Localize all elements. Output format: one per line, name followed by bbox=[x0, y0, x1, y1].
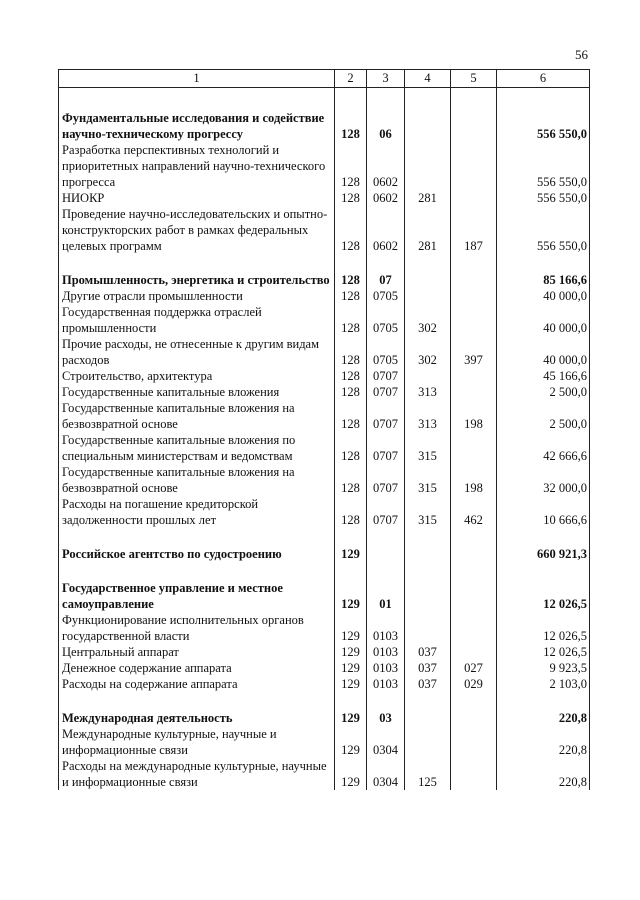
section-row bbox=[59, 710, 590, 726]
row-expense-code bbox=[451, 110, 497, 142]
row-expense-code bbox=[451, 368, 497, 384]
row-expense-code bbox=[451, 580, 497, 612]
row-name: Разработка перспективных технологий и приоритетных направлений научно-технического прогресса bbox=[59, 142, 335, 190]
table-row bbox=[59, 432, 590, 464]
row-section-code: 0602 bbox=[367, 206, 405, 254]
table-row bbox=[59, 496, 590, 528]
column-header-2: 2 bbox=[335, 70, 367, 88]
row-target-code: 313 bbox=[405, 384, 451, 400]
row-chapter-code: 129 bbox=[335, 612, 367, 644]
row-name: Российское агентство по судостроению bbox=[59, 546, 335, 562]
spacer-cell bbox=[59, 692, 335, 710]
column-header-4: 4 bbox=[405, 70, 451, 88]
row-target-code: 037 bbox=[405, 660, 451, 676]
row-chapter-code: 129 bbox=[335, 644, 367, 660]
row-name: Строительство, архитектура bbox=[59, 368, 335, 384]
budget-table bbox=[58, 69, 590, 790]
spacer-cell bbox=[405, 254, 451, 272]
row-name: Государственные капитальные вложения по специальным министерствам и ведомствам bbox=[59, 432, 335, 464]
spacer-cell bbox=[59, 528, 335, 546]
row-target-code bbox=[405, 546, 451, 562]
row-name: Государственная поддержка отраслей промышленности bbox=[59, 304, 335, 336]
row-section-code: 01 bbox=[367, 580, 405, 612]
row-chapter-code: 128 bbox=[335, 464, 367, 496]
table-row bbox=[59, 368, 590, 384]
spacer-cell bbox=[497, 692, 590, 710]
row-target-code: 315 bbox=[405, 464, 451, 496]
spacer-cell bbox=[497, 88, 590, 111]
spacer-cell bbox=[59, 88, 335, 111]
row-target-code bbox=[405, 710, 451, 726]
spacer-cell bbox=[451, 692, 497, 710]
spacer-cell bbox=[451, 562, 497, 580]
spacer-cell bbox=[451, 254, 497, 272]
row-target-code: 281 bbox=[405, 206, 451, 254]
row-target-code bbox=[405, 110, 451, 142]
table-row bbox=[59, 206, 590, 254]
row-chapter-code: 129 bbox=[335, 580, 367, 612]
column-header-6: 6 bbox=[497, 70, 590, 88]
row-target-code: 037 bbox=[405, 676, 451, 692]
row-target-code: 315 bbox=[405, 496, 451, 528]
row-section-code: 0707 bbox=[367, 368, 405, 384]
row-expense-code: 198 bbox=[451, 464, 497, 496]
spacer-cell bbox=[335, 254, 367, 272]
table-header bbox=[59, 70, 590, 88]
row-name: Промышленность, энергетика и строительство bbox=[59, 272, 335, 288]
spacer-cell bbox=[405, 692, 451, 710]
row-name: Государственные капитальные вложения bbox=[59, 384, 335, 400]
row-amount: 40 000,0 bbox=[497, 288, 590, 304]
row-name: Международная деятельность bbox=[59, 710, 335, 726]
spacer-cell bbox=[405, 562, 451, 580]
row-amount: 12 026,5 bbox=[497, 612, 590, 644]
row-chapter-code: 129 bbox=[335, 726, 367, 758]
row-name: Другие отрасли промышленности bbox=[59, 288, 335, 304]
row-expense-code bbox=[451, 612, 497, 644]
row-target-code: 281 bbox=[405, 190, 451, 206]
row-amount: 40 000,0 bbox=[497, 336, 590, 368]
row-section-code: 0304 bbox=[367, 726, 405, 758]
spacer-cell bbox=[497, 528, 590, 546]
row-section-code: 07 bbox=[367, 272, 405, 288]
spacer-cell bbox=[59, 254, 335, 272]
spacer-row bbox=[59, 528, 590, 546]
row-section-code: 0602 bbox=[367, 142, 405, 190]
row-amount: 12 026,5 bbox=[497, 580, 590, 612]
row-amount: 2 500,0 bbox=[497, 384, 590, 400]
row-section-code: 0707 bbox=[367, 496, 405, 528]
row-name: Расходы на содержание аппарата bbox=[59, 676, 335, 692]
section-row bbox=[59, 272, 590, 288]
spacer-cell bbox=[451, 88, 497, 111]
row-chapter-code: 128 bbox=[335, 384, 367, 400]
spacer-cell bbox=[367, 254, 405, 272]
row-target-code bbox=[405, 726, 451, 758]
table-row bbox=[59, 304, 590, 336]
spacer-cell bbox=[497, 562, 590, 580]
table-row bbox=[59, 612, 590, 644]
row-section-code: 03 bbox=[367, 710, 405, 726]
column-header-3: 3 bbox=[367, 70, 405, 88]
section-row bbox=[59, 580, 590, 612]
row-amount: 660 921,3 bbox=[497, 546, 590, 562]
row-amount: 85 166,6 bbox=[497, 272, 590, 288]
spacer-cell bbox=[367, 88, 405, 111]
row-chapter-code: 129 bbox=[335, 546, 367, 562]
row-section-code: 0705 bbox=[367, 336, 405, 368]
spacer-row bbox=[59, 88, 590, 111]
row-amount: 556 550,0 bbox=[497, 142, 590, 190]
row-expense-code bbox=[451, 432, 497, 464]
row-chapter-code: 128 bbox=[335, 206, 367, 254]
row-chapter-code: 129 bbox=[335, 676, 367, 692]
row-name: Проведение научно-исследовательских и опытно-конструкторских работ в рамках федеральных целевых программ bbox=[59, 206, 335, 254]
row-section-code: 0103 bbox=[367, 676, 405, 692]
row-target-code: 037 bbox=[405, 644, 451, 660]
row-target-code bbox=[405, 288, 451, 304]
row-chapter-code: 128 bbox=[335, 304, 367, 336]
table-row bbox=[59, 288, 590, 304]
row-section-code: 0103 bbox=[367, 612, 405, 644]
row-section-code: 0103 bbox=[367, 660, 405, 676]
row-expense-code: 198 bbox=[451, 400, 497, 432]
row-expense-code: 187 bbox=[451, 206, 497, 254]
spacer-row bbox=[59, 692, 590, 710]
row-expense-code bbox=[451, 384, 497, 400]
column-header-5: 5 bbox=[451, 70, 497, 88]
row-amount: 42 666,6 bbox=[497, 432, 590, 464]
row-amount: 556 550,0 bbox=[497, 206, 590, 254]
spacer-cell bbox=[335, 692, 367, 710]
table-row bbox=[59, 660, 590, 676]
row-expense-code bbox=[451, 272, 497, 288]
spacer-cell bbox=[451, 528, 497, 546]
row-expense-code bbox=[451, 288, 497, 304]
row-section-code: 06 bbox=[367, 110, 405, 142]
table-row bbox=[59, 758, 590, 790]
row-name: Расходы на международные культурные, научные и информационные связи bbox=[59, 758, 335, 790]
row-expense-code: 029 bbox=[451, 676, 497, 692]
row-amount: 2 103,0 bbox=[497, 676, 590, 692]
spacer-cell bbox=[367, 562, 405, 580]
row-section-code: 0707 bbox=[367, 384, 405, 400]
row-name: Фундаментальные исследования и содействие научно-техническому прогрессу bbox=[59, 110, 335, 142]
row-section-code: 0707 bbox=[367, 400, 405, 432]
spacer-cell bbox=[335, 562, 367, 580]
row-amount: 556 550,0 bbox=[497, 110, 590, 142]
row-name: Государственные капитальные вложения на безвозвратной основе bbox=[59, 400, 335, 432]
row-expense-code bbox=[451, 142, 497, 190]
spacer-cell bbox=[367, 528, 405, 546]
row-amount: 220,8 bbox=[497, 758, 590, 790]
table-row bbox=[59, 142, 590, 190]
row-section-code bbox=[367, 546, 405, 562]
row-target-code: 125 bbox=[405, 758, 451, 790]
row-amount: 10 666,6 bbox=[497, 496, 590, 528]
row-name: Государственные капитальные вложения на безвозвратной основе bbox=[59, 464, 335, 496]
row-expense-code: 397 bbox=[451, 336, 497, 368]
spacer-cell bbox=[59, 562, 335, 580]
table-row bbox=[59, 336, 590, 368]
row-amount: 12 026,5 bbox=[497, 644, 590, 660]
spacer-cell bbox=[335, 528, 367, 546]
row-section-code: 0707 bbox=[367, 432, 405, 464]
row-amount: 220,8 bbox=[497, 710, 590, 726]
row-name: Центральный аппарат bbox=[59, 644, 335, 660]
row-target-code bbox=[405, 368, 451, 384]
page-number: 56 bbox=[575, 47, 588, 62]
table-row bbox=[59, 464, 590, 496]
table-row bbox=[59, 676, 590, 692]
row-name: НИОКР bbox=[59, 190, 335, 206]
row-chapter-code: 128 bbox=[335, 400, 367, 432]
row-amount: 2 500,0 bbox=[497, 400, 590, 432]
row-amount: 220,8 bbox=[497, 726, 590, 758]
row-name: Государственное управление и местное самоуправление bbox=[59, 580, 335, 612]
row-target-code: 302 bbox=[405, 336, 451, 368]
row-section-code: 0707 bbox=[367, 464, 405, 496]
row-target-code bbox=[405, 272, 451, 288]
row-target-code bbox=[405, 580, 451, 612]
row-section-code: 0602 bbox=[367, 190, 405, 206]
spacer-row bbox=[59, 254, 590, 272]
row-amount: 9 923,5 bbox=[497, 660, 590, 676]
row-target-code bbox=[405, 612, 451, 644]
row-amount: 556 550,0 bbox=[497, 190, 590, 206]
row-chapter-code: 128 bbox=[335, 142, 367, 190]
row-section-code: 0304 bbox=[367, 758, 405, 790]
row-chapter-code: 128 bbox=[335, 288, 367, 304]
table-row bbox=[59, 400, 590, 432]
row-chapter-code: 128 bbox=[335, 190, 367, 206]
row-expense-code bbox=[451, 190, 497, 206]
section-row bbox=[59, 546, 590, 562]
row-name: Денежное содержание аппарата bbox=[59, 660, 335, 676]
table-row bbox=[59, 726, 590, 758]
row-chapter-code: 128 bbox=[335, 432, 367, 464]
row-expense-code bbox=[451, 644, 497, 660]
row-chapter-code: 128 bbox=[335, 368, 367, 384]
table-row bbox=[59, 644, 590, 660]
row-target-code bbox=[405, 142, 451, 190]
spacer-cell bbox=[367, 692, 405, 710]
column-header-1: 1 bbox=[59, 70, 335, 88]
row-chapter-code: 128 bbox=[335, 272, 367, 288]
spacer-cell bbox=[405, 88, 451, 111]
row-chapter-code: 129 bbox=[335, 758, 367, 790]
row-name: Расходы на погашение кредиторской задолженности прошлых лет bbox=[59, 496, 335, 528]
row-target-code: 302 bbox=[405, 304, 451, 336]
row-expense-code bbox=[451, 546, 497, 562]
table-row bbox=[59, 384, 590, 400]
spacer-row bbox=[59, 562, 590, 580]
spacer-cell bbox=[405, 528, 451, 546]
spacer-cell bbox=[335, 88, 367, 111]
row-chapter-code: 128 bbox=[335, 496, 367, 528]
row-chapter-code: 129 bbox=[335, 660, 367, 676]
row-chapter-code: 128 bbox=[335, 110, 367, 142]
row-expense-code bbox=[451, 726, 497, 758]
row-amount: 45 166,6 bbox=[497, 368, 590, 384]
row-expense-code: 462 bbox=[451, 496, 497, 528]
row-section-code: 0103 bbox=[367, 644, 405, 660]
row-amount: 32 000,0 bbox=[497, 464, 590, 496]
row-name: Прочие расходы, не отнесенные к другим видам расходов bbox=[59, 336, 335, 368]
section-row bbox=[59, 110, 590, 142]
table-body bbox=[59, 88, 590, 791]
row-section-code: 0705 bbox=[367, 304, 405, 336]
row-name: Функционирование исполнительных органов государственной власти bbox=[59, 612, 335, 644]
spacer-cell bbox=[497, 254, 590, 272]
row-target-code: 313 bbox=[405, 400, 451, 432]
table-row bbox=[59, 190, 590, 206]
row-expense-code bbox=[451, 304, 497, 336]
row-section-code: 0705 bbox=[367, 288, 405, 304]
row-expense-code bbox=[451, 710, 497, 726]
row-name: Международные культурные, научные и информационные связи bbox=[59, 726, 335, 758]
row-chapter-code: 129 bbox=[335, 710, 367, 726]
row-expense-code: 027 bbox=[451, 660, 497, 676]
row-chapter-code: 128 bbox=[335, 336, 367, 368]
row-expense-code bbox=[451, 758, 497, 790]
row-target-code: 315 bbox=[405, 432, 451, 464]
row-amount: 40 000,0 bbox=[497, 304, 590, 336]
